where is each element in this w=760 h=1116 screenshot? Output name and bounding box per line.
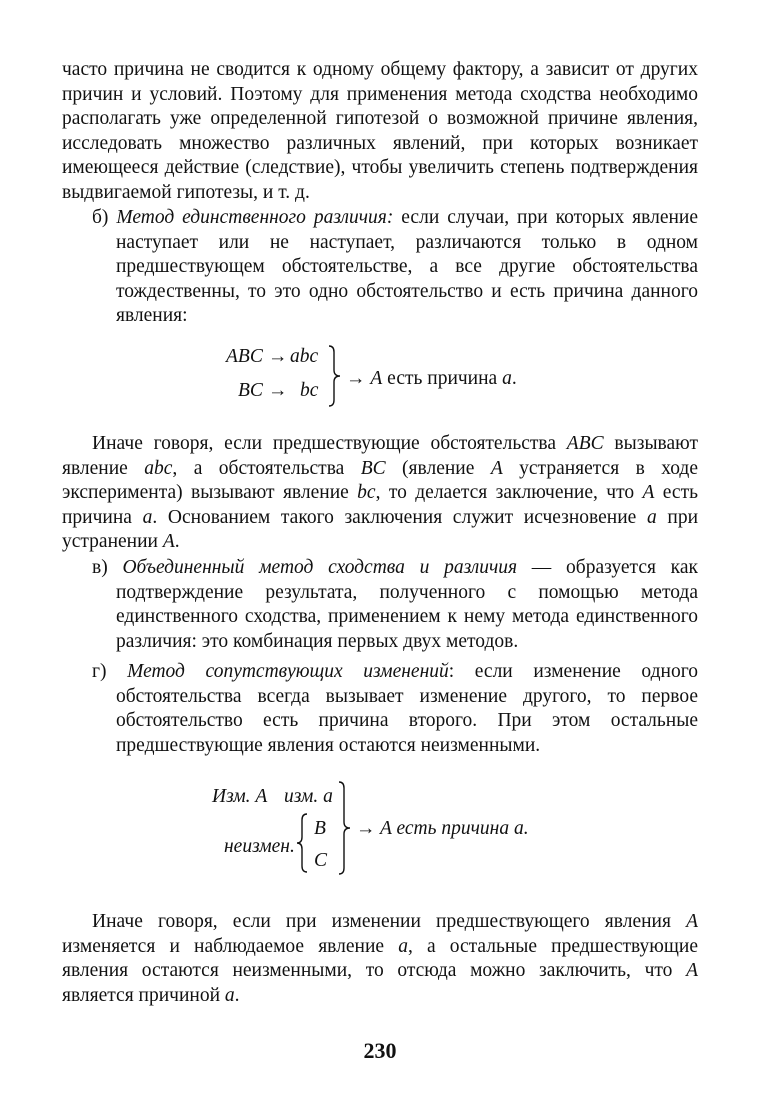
- item-marker: в): [92, 557, 108, 578]
- item-title: Метод единственного различия:: [116, 207, 394, 228]
- formula2-b: B: [314, 818, 326, 839]
- formula1-bc-upper: BC: [238, 380, 263, 401]
- item-text: — образуется как подтверждение результата, полученного с помощью метода единственного сходства, применением к нему метода единственного различия: это комбинация первых двух методов.: [116, 557, 698, 652]
- formula2-unchanged: неизмен.: [224, 836, 295, 857]
- item-text: если случаи, при которых явление наступает или не наступает, различаются только в одном предшествующем обстоятельстве, а все другие обстоятельства тождественны, то это одно обстоятельство и есть причина данного явления:: [116, 207, 699, 326]
- item-marker: г): [92, 661, 107, 682]
- paragraph-intro: часто причина не сводится к одному общему фактору, а зависит от других причин и условий. Поэтому для применения метода сходства необходимо располагать уже определенной гипотезой о возможной причине явления, исследовать множество различных явлений, при которых возникает имеющееся действие (следствие), чтобы увеличить степень подтверждения выдвигаемой гипотезы, и т. д.: [62, 59, 698, 203]
- formula1-abc-upper: ABC: [226, 346, 263, 367]
- formula1-result: → A есть причина a.: [346, 368, 517, 389]
- formula1-arrow-2: →: [268, 380, 288, 401]
- formula2-c: C: [314, 850, 328, 871]
- right-brace-icon: [336, 780, 354, 876]
- formula1-bc-lower: bc: [300, 380, 319, 401]
- formula1-arrow-1: →: [268, 346, 288, 367]
- formula1-abc-lower: abc: [290, 346, 319, 367]
- page-number: 230: [363, 1038, 397, 1063]
- item-text: : если изменение одного обстоятельства всегда вызывает изменение другого, то первое обстоятельство есть причина второго. При этом остальные предшествующие явления остаются неизменными.: [116, 661, 698, 756]
- item-title: Объединенный метод сходства и различия: [122, 557, 518, 578]
- formula2-result: → A есть причина a.: [356, 818, 529, 839]
- paragraph-explanation-difference: Иначе говоря, если предшествующие обстоятельства ABC вызывают явление abc, а обстоятельства BC (явление A устраняется в ходе эксперимента) вызывают явление bc, то делается заключение, что A есть причина a. Основанием такого заключения служит исчезновение a при устранении A.: [62, 433, 699, 552]
- list-item-v: [92, 556, 698, 654]
- item-marker: б): [92, 207, 109, 228]
- paragraph-explanation-concomitant: Иначе говоря, если при изменении предшествующего явления A изменяется и наблюдаемое явление a, а остальные предшествующие явления остаются неизменными, то отсюда можно заключить, что A является причиной a.: [62, 911, 698, 1006]
- item-title: Метод сопутствующих изменений: [127, 661, 449, 682]
- left-brace-icon: [294, 812, 310, 874]
- list-item-b: [92, 206, 698, 329]
- list-item-g: [92, 660, 698, 758]
- right-brace-icon: [326, 344, 344, 408]
- formula2-change-small-a: изм. a: [284, 786, 333, 807]
- formula2-change-a: Изм. A: [212, 786, 268, 807]
